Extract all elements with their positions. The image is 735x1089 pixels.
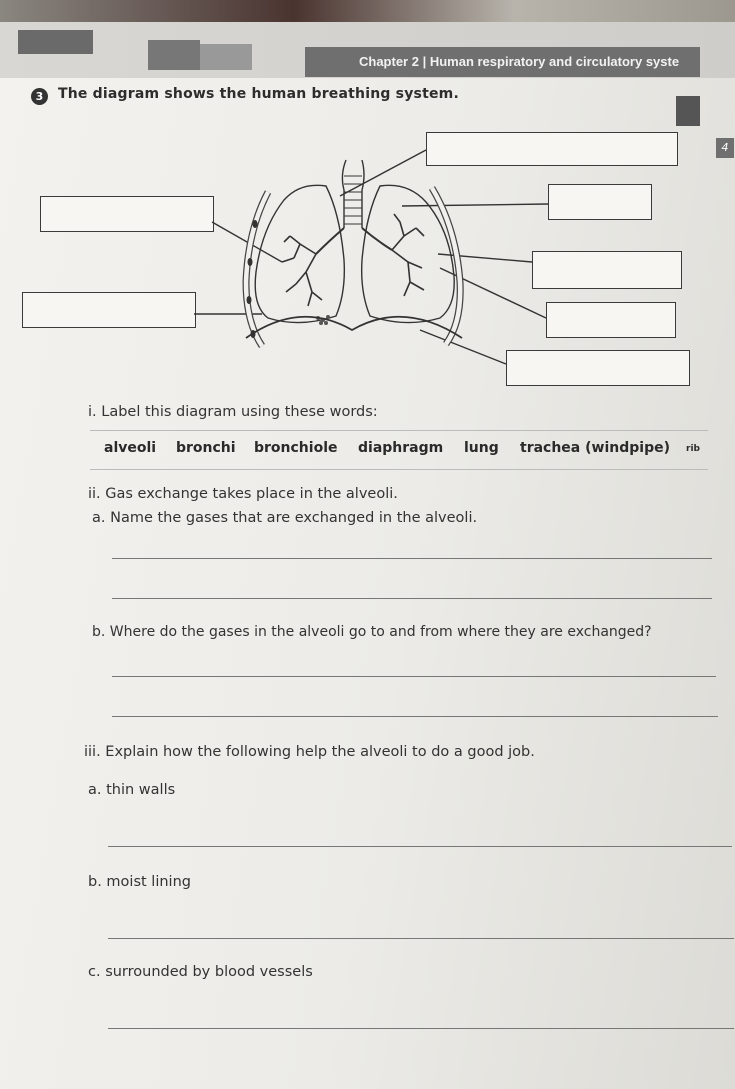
part-iii-c-item: c. surrounded by blood vessels (88, 964, 313, 980)
side-page-number: 4 (716, 138, 734, 158)
bronchioles-left (282, 236, 322, 306)
part-ii-b-question: b. Where do the gases in the alveoli go to and from where they are exchanged? (92, 624, 652, 640)
answer-line[interactable] (108, 1028, 734, 1029)
answer-line[interactable] (108, 938, 734, 939)
answer-line[interactable] (112, 676, 716, 677)
question-number-badge: 3 (31, 88, 48, 105)
part-ii-statement: ii. Gas exchange takes place in the alveoli. (88, 486, 398, 502)
part-iii-b-item: b. moist lining (88, 874, 191, 890)
word-trachea: trachea (windpipe) (520, 440, 670, 456)
part-ii-a-question: a. Name the gases that are exchanged in the alveoli. (92, 510, 478, 526)
trachea-rings (344, 176, 362, 224)
part-iii-statement: iii. Explain how the following help the alveoli to do a good job. (84, 744, 535, 760)
word-diaphragm: diaphragm (358, 440, 444, 456)
word-alveoli: alveoli (104, 440, 157, 456)
word-bronchi: bronchi (176, 440, 236, 456)
leader-line (402, 204, 548, 206)
word-bronchiole: bronchiole (254, 440, 338, 456)
answer-line[interactable] (112, 558, 712, 559)
answer-line[interactable] (112, 598, 712, 599)
answer-line[interactable] (112, 716, 718, 717)
word-lung: lung (464, 440, 499, 456)
word-rib: rib (686, 444, 700, 454)
chapter-title: Chapter 2 | Human respiratory and circulatory syste (305, 47, 700, 77)
answer-line[interactable] (108, 846, 732, 847)
trachea-outline (342, 160, 364, 228)
bronchioles-right (392, 214, 424, 296)
leader-line (420, 330, 506, 364)
breathing-system-diagram (0, 0, 735, 420)
part-iii-a-item: a. thin walls (88, 782, 176, 798)
part-i-instruction: i. Label this diagram using these words: (88, 404, 378, 420)
bronchi (316, 228, 392, 254)
leader-line (340, 150, 426, 196)
question-title: The diagram shows the human breathing system. (58, 86, 459, 102)
